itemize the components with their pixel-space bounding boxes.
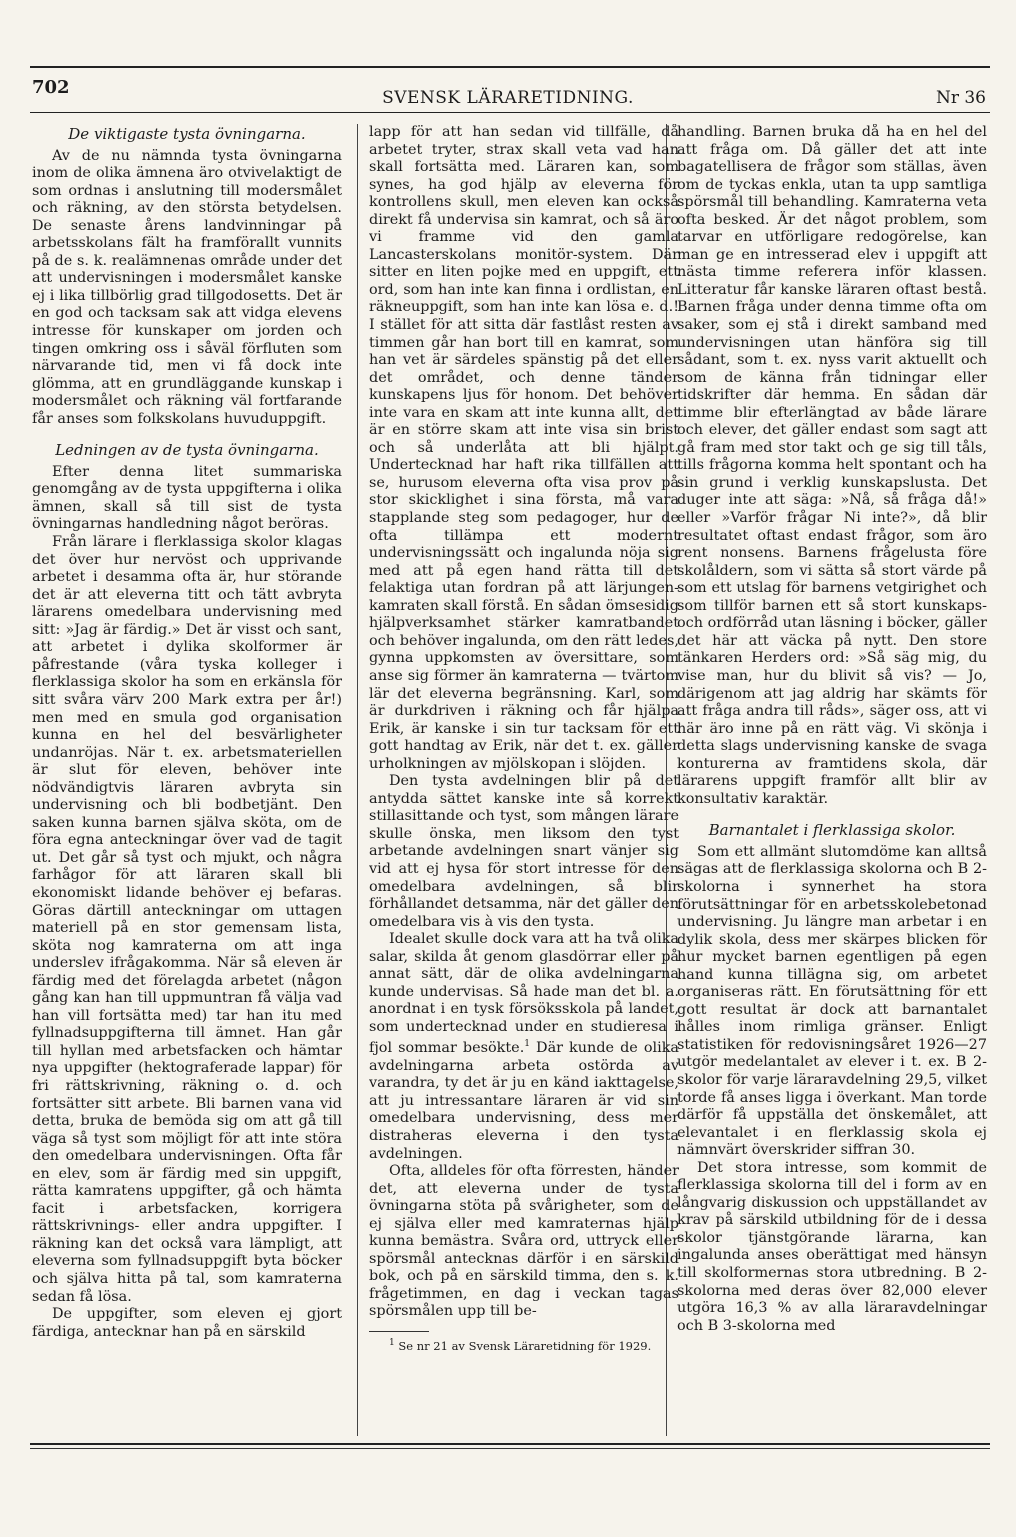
paragraph: Ofta, alldeles för ofta förresten, händer det, att eleverna under de tysta övningarna stöta på svårigheter, som de ej själva eller med kamraternas hjälp kunna bemästra. Svåra ord, uttryck eller spörsmål antecknas därför i en särskild bok, och på en särskild timma, den s. k. frågetimmen, en dag i veckan tagas spörsmålen upp till be- [369, 1163, 679, 1320]
bottom-rule [30, 1443, 990, 1445]
paragraph: De uppgifter, som eleven ej gjort färdiga, antecknar han på en särskild [32, 1306, 342, 1340]
footnote-mark: 1 [389, 1337, 395, 1348]
column-3 [677, 124, 987, 1436]
column-2 [369, 124, 679, 1436]
paragraph-text: Där kunde de olika avdelningarna arbeta ostörda av varandra, ty det är ju en känd iakttagelse, att ju intressantare läraren är vid sin omedelbara undervisning, dess mer distraheras eleverna i den tysta avdelningen. [369, 1040, 679, 1162]
paragraph: Den tysta avdelningen blir på det antydda sättet kanske inte så korrekt stillasittande och tyst, som mången lärare skulle önska, men liksom den tyst arbetande avdelningen snart vänjer sig vid att ej hysa för stort intresse för den omedelbara avdelningen, så blir förhållandet detsamma, när det gäller den omedelbara vis à vis den tysta. [369, 773, 679, 930]
footnote-text: Se nr 21 av Svensk Läraretidning för 1929. [394, 1338, 652, 1353]
section-heading: Barnantalet i flerklassiga skolor. [708, 821, 956, 840]
footnote [369, 1336, 679, 1353]
paragraph-text: Idealet skulle dock vara att ha två olika salar, skilda åt genom glasdörrar eller på annat sätt, där de olika avdelningarna kunde undervisas. Så hade man det bl. a. anordnat i en tysk försöksskola på landet, som undertecknad under en studieresa i fjol sommar besökte. [369, 931, 679, 1057]
paragraph: Av de nu nämnda tysta övningarna inom de olika ämnena äro otvivelaktigt de som ordnas i anslutning till modersmålet och räkning, av den största betydelsen. De senaste årens landvinningar på arbetsskolans fält ha framförallt vunnits på de s. k. realämnenas område under det att undervisningen i modersmålet kanske ej i lika tillbörlig grad tillgodosetts. Det är en god och tacksam sak att vidga elevens intresse för kunskaper om jorden och tingen omkring oss i såväl förfluten som närvarande tid, men vi få dock inte glömma, att en grundläggande kunskap i modersmålet och räkning väl fortfarande får anses som folkskolans huvuduppgift. [32, 147, 342, 427]
paragraph: Som ett allmänt slutomdöme kan alltså sägas att de flerklassiga skolorna och B 2-skolorna i synnerhet ha stora förutsättningar för en arbetsskolebetonad undervisning. Ju längre man arbetar i en dylik skola, dess mer skärpes blicken för hur mycket barnen egentligen på egen hand kunna tillägna sig, om arbetet organiseras rätt. En förutsättning för ett gott resultat är dock att barnantalet hålles inom rimliga gränser. Enligt statistiken för redovisningsåret 1926—27 utgör medelantalet av elever i t. ex. B 2-skolor för varje läraravdelning 29,5, vilket torde få anses ligga i överkant. Man torde därför få uppställa det önskemålet, att elevantalet i en flerklassig skola ej nämnvärt överskrider siffran 30. [677, 843, 987, 1159]
page-number: 702 [32, 77, 70, 98]
top-rule [30, 66, 990, 68]
section-heading: De viktigaste tysta övningarna. [68, 125, 306, 143]
paragraph: Efter denna litet summariska genomgång av de tysta uppgifterna i olika ämnen, skall så till sist de tysta övningarnas handledning något beröras. [32, 463, 342, 533]
journal-title: SVENSK LÄRARETIDNING. [382, 88, 634, 108]
paragraph [369, 931, 679, 1163]
column-divider [357, 124, 358, 1436]
section-heading: Ledningen av de tysta övningarna. [55, 441, 319, 460]
footnote-ref: 1 [524, 1039, 531, 1050]
footnote-rule [369, 1331, 429, 1332]
bottom-rule-thin [30, 1448, 990, 1449]
header-rule [30, 112, 990, 113]
issue-number: Nr 36 [935, 88, 986, 108]
paragraph: Från lärare i flerklassiga skolor klagas det över hur nervöst och upprivande arbetet i desamma ofta är, hur störande det är att eleverna titt och tätt avbryta lärarens omedelbara undervisning med sitt: »Jag är färdig.» Det är visst och sant, att arbetet i dylika skolformer är påfrestande (våra tyska kolleger i flerklassiga skolor ha som en erkänsla för sitt svåra värv 200 Mark extra per år!) men med en smula god organisation kunna en hel del besvärligheter undanröjas. När t. ex. arbetsmateriellen är slut för eleven, behöver inte nödvändigtvis läraren avbryta sin undervisning och bli bodbetjänt. Den saken kunna barnen själva sköta, om de föra egna anteckningar över vad de tagit ut. Det går så tyst och mjukt, och några farhågor för att läraren skall bli ekonomiskt lidande behöver ej befaras. Göras därtill anteckningar om uttagen materiell på en stor gemensam lista, sköta nog kamraterna om att inga underslev ifrågakomma. När så eleven är färdig med det förelagda arbetet (någon gång kan han till uppmuntran få välja vad han vill fortsätta med) tar han itu med fyllnadsuppgifterna till ämnet. Han går till hyllan med arbetsfacken och hämtar nya uppgifter (hektograferade lappar) för fri rättskrivning, räkning o. d. och fortsätter sitt arbete. Bli barnen vana vid detta, bruka de bemöda sig om att gå till väga så tyst som möjligt för att inte störa den omedelbara undervisningen. Ofta får en elev, som är färdig med sin uppgift, rätta kamratens uppgifter, gå och hämta facit i arbetsfacken, korrigera rättskrivnings- eller andra uppgifter. I räkning kan det också vara lämpligt, att eleverna som fyllnadsuppgift byta böcker och själva hitta på tal, som kamraterna sedan få lösa. [32, 534, 342, 1305]
paragraph: lapp för att han sedan vid tillfälle, då arbetet tryter, strax skall veta vad han skall fortsätta med. Läraren kan, som synes, ha god hjälp av eleverna för kontrollens skull, men eleven kan också direkt få undervisa sin kamrat, och så äro vi framme vid den gamla Lancasterskolans monitör-system. Där sitter en liten pojke med en uppgift, ett ord, som han inte kan finna i ordlistan, en räkneuppgift, som han inte kan lösa e. d.! I stället för att sitta där fastlåst resten av timmen går han bort till en kamrat, som han vet är särdeles spänstig på det eller det området, och denne tänder kunskapens ljus för honom. Det behöver inte vara en skam att inte kunna allt, det är en större skam att inte visa sin brist och så underlåta att bli hjälpt. Undertecknad har haft rika tillfällen att se, hurusom eleverna ofta visa prov på stor skicklighet i sina första, må vara stapplande steg som pedagoger, hur de ofta tillämpa ett modernt undervisningssätt och ingalunda nöja sig med att på egen hand rätta till det felaktiga utan fordran på att lärjungen-kamraten skall förstå. En sådan ömsesidig hjälpverksamhet stärker kamratbandet och behöver ingalunda, om den rätt ledes, gynna uppkomsten av översittare, som anse sig förmer än kamraterna — tvärtom lär det eleverna begränsning. Karl, som är durkdriven i räkning och får hjälpa Erik, är kanske i sin tur tacksam för ett gott handtag av Erik, när det t. ex. gäller urholkningen av mjölskopan i slöjden. [369, 124, 679, 772]
paragraph: Det stora intresse, som kommit de flerklassiga skolorna till del i form av en långvarig diskussion och uppställandet av krav på särskild utbildning för de i dessa skolor tjänstgörande lärarna, kan ingalunda anses oberättigat med hänsyn till skolformernas stora utbredning. B 2-skolorna med deras över 82,000 elever utgöra 16,3 % av alla läraravdelningar och B 3-skolorna med [677, 1159, 987, 1334]
column-1 [32, 124, 342, 1436]
paragraph: handling. Barnen bruka då ha en hel del att fråga om. Då gäller det att inte bagatellisera de frågor som ställas, även om de tyckas enkla, utan ta upp samtliga spörsmål till behandling. Kamraterna veta ofta besked. Är det något problem, som tarvar en utförligare redogörelse, kan man ge en intresserad elev i uppgift att nästa timme referera inför klassen. Litteratur får kanske läraren oftast bestå. Barnen fråga under denna timme ofta om saker, som ej stå i direkt samband med undervisningen utan hänföra sig till sådant, som t. ex. nyss varit aktuellt och som de känna från tidningar eller tidskrifter där hemma. En sådan där timme blir efterlängtad av både lärare och elever, det gäller endast som sagt att gå fram med stor takt och ge sig till tåls, tills frågorna komma helt spontant och ha sin grund i verklig kunskapslusta. Det duger inte att säga: »Nå, så fråga då!» eller »Varför frågar Ni inte?», då blir resultatet oftast endast frågor, som äro rent nonsens. Barnens frågelusta före skolåldern, som vi sätta så stort värde på som ett utslag för barnens vetgirighet och som tillför barnen ett så stort kunskaps- och ordförråd utan läsning i böcker, gäller det här att väcka på nytt. Den store tänkaren Herders ord: »Så säg mig, du vise man, hur du blivit så vis? — Jo, därigenom att jag aldrig har skämts för att fråga andra till råds», säger oss, att vi här äro inne på en rätt väg. Vi skönja i detta slags undervisning kanske de svaga konturerna av framtidens skola, där lärarens uppgift framför allt blir av konsultativ karaktär. [677, 124, 987, 807]
